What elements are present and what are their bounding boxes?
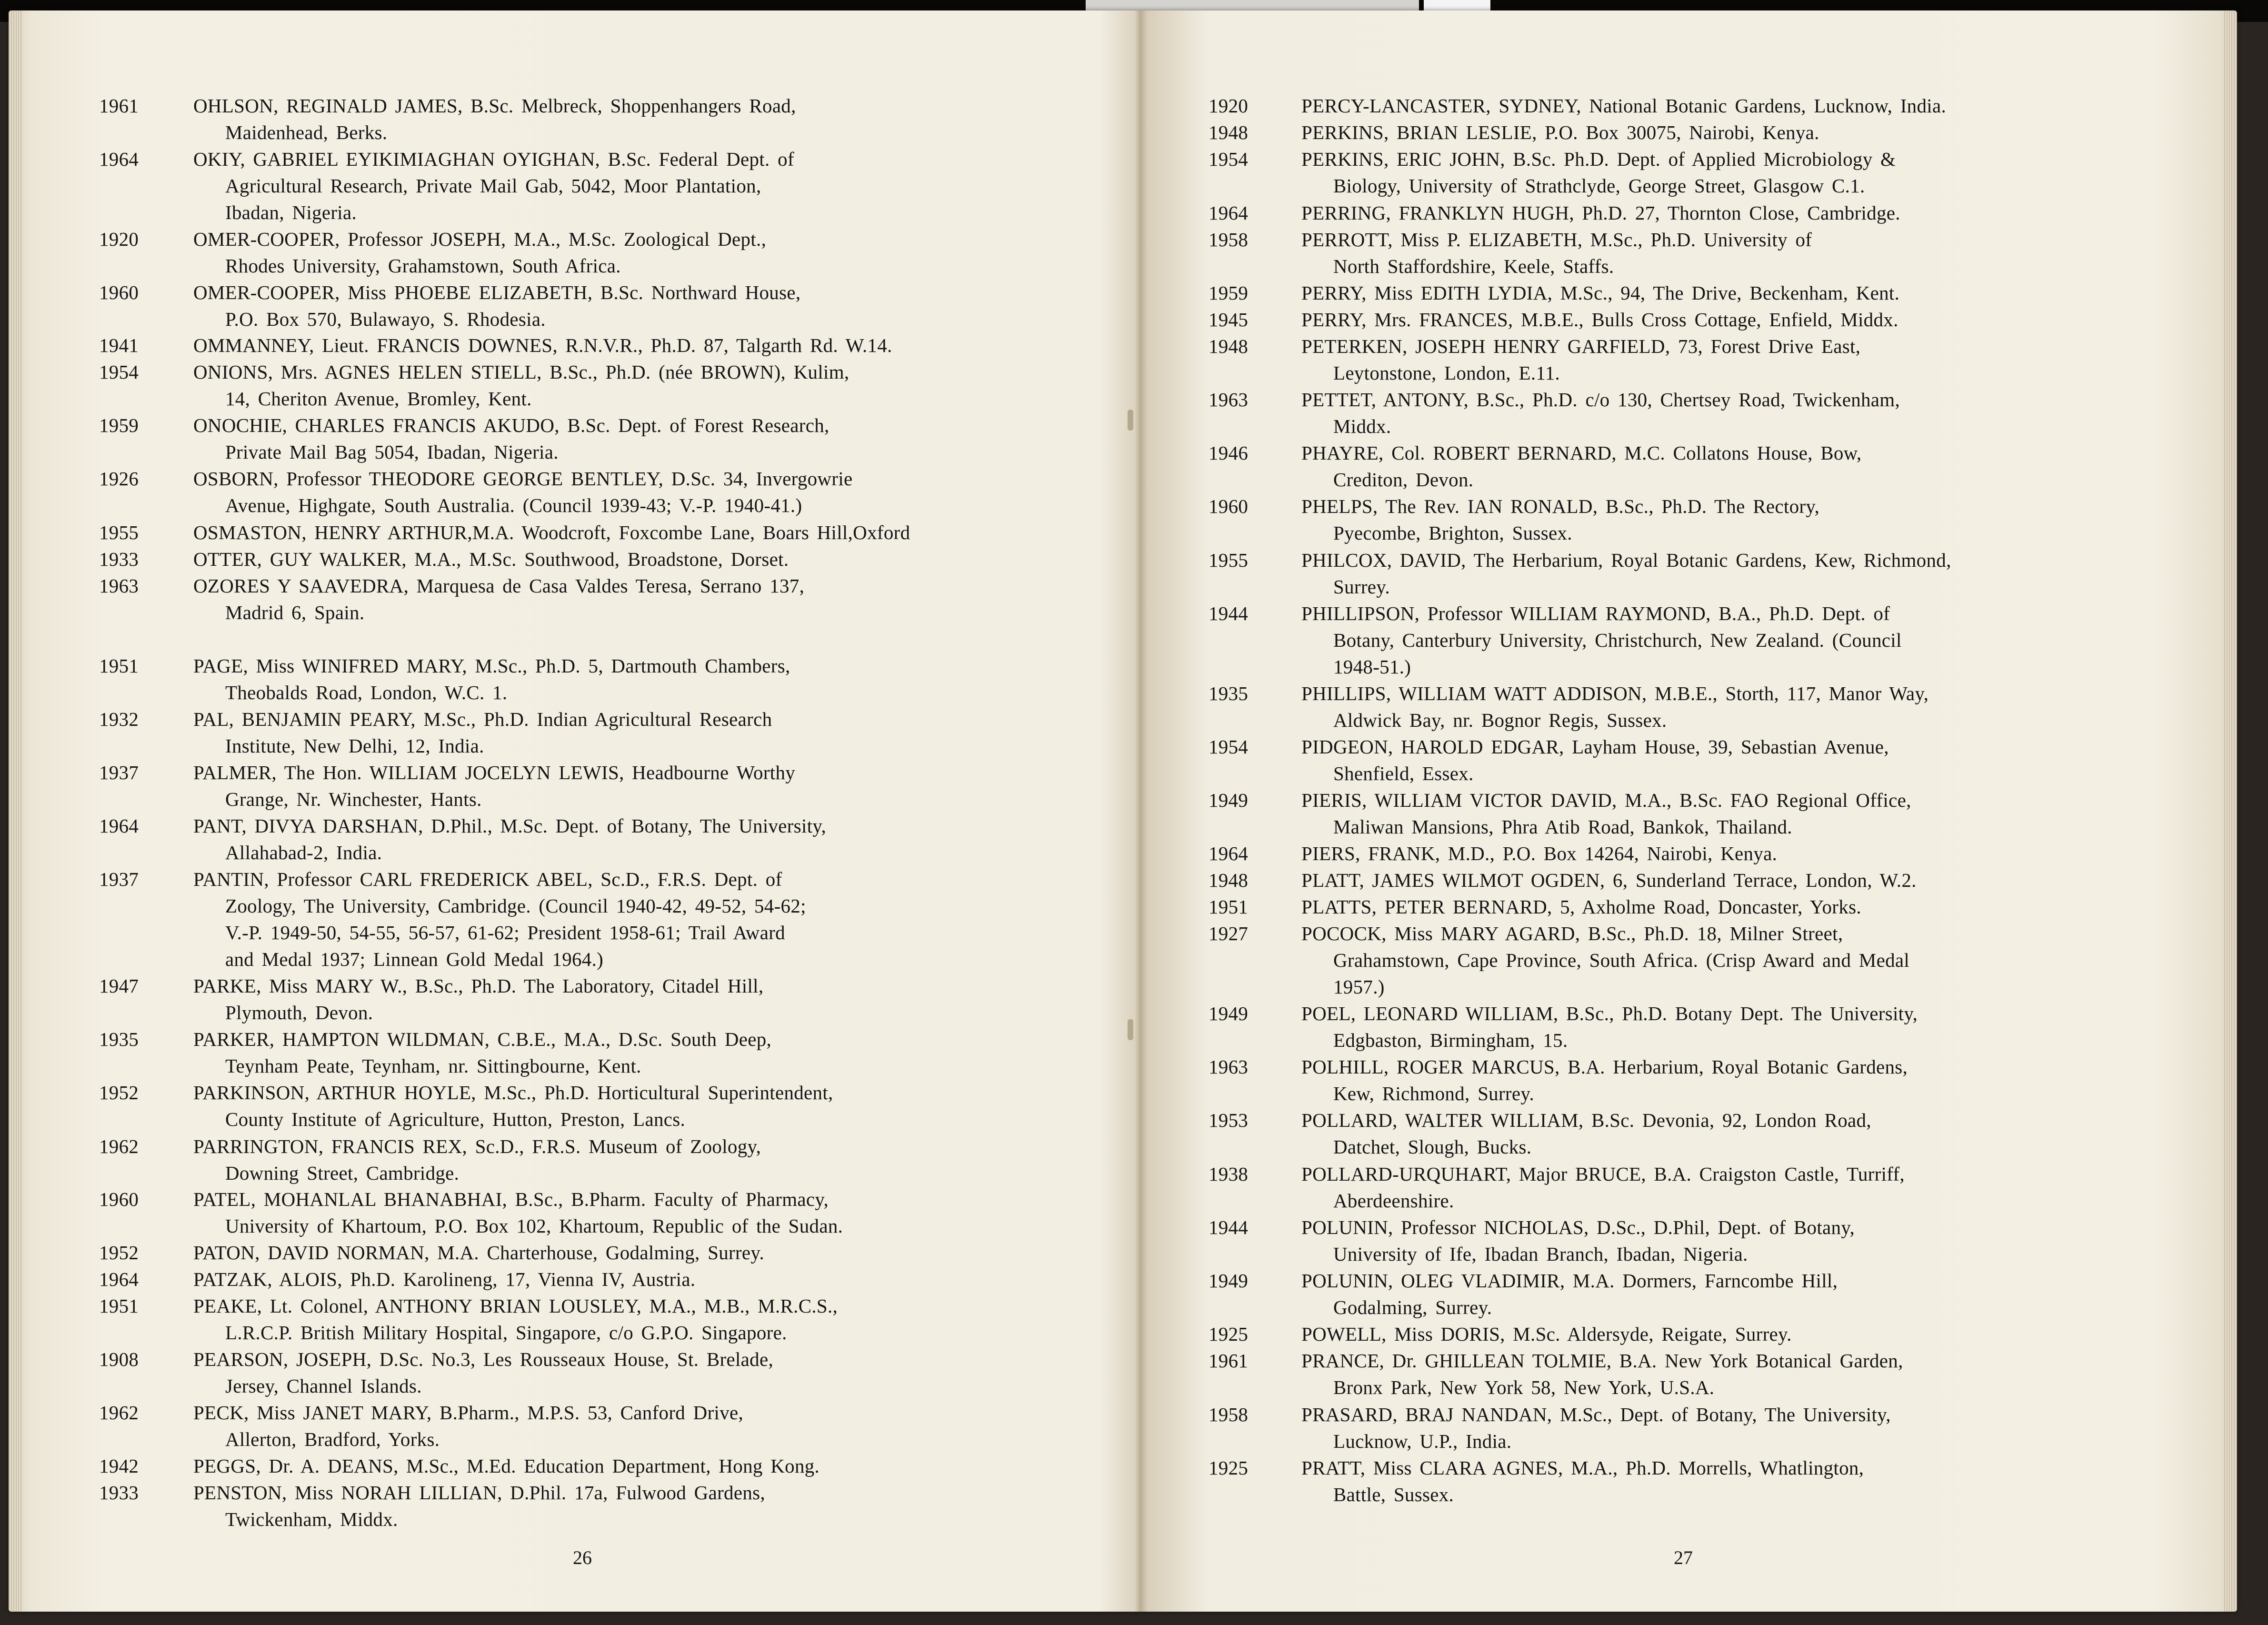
member-address-line: Rhodes University, Grahamstown, South Africa. bbox=[225, 255, 621, 277]
member-address-line: 14, Cheriton Avenue, Bromley, Kent. bbox=[225, 388, 532, 410]
member-name-line: PAGE, Miss WINIFRED MARY, M.Sc., Ph.D. 5, Dartmouth Chambers, bbox=[193, 655, 790, 677]
member-address-line: Surrey. bbox=[1333, 576, 1390, 598]
election-year: 1954 bbox=[1209, 736, 1249, 758]
election-year: 1949 bbox=[1209, 1003, 1249, 1024]
member-name-line: PHELPS, The Rev. IAN RONALD, B.Sc., Ph.D. The Rectory, bbox=[1301, 495, 1820, 517]
election-year: 1949 bbox=[1209, 789, 1249, 811]
member-name-line: PARKER, HAMPTON WILDMAN, C.B.E., M.A., D.Sc. South Deep, bbox=[193, 1028, 772, 1050]
member-address-line: Agricultural Research, Private Mail Gab, 5042, Moor Plantation, bbox=[225, 175, 761, 197]
election-year: 1955 bbox=[99, 522, 139, 543]
member-name-line: PRANCE, Dr. GHILLEAN TOLMIE, B.A. New York Botanical Garden, bbox=[1301, 1350, 1903, 1372]
member-name-line: PIERIS, WILLIAM VICTOR DAVID, M.A., B.Sc. FAO Regional Office, bbox=[1301, 789, 1911, 811]
staple-bottom bbox=[1128, 1019, 1133, 1040]
member-name-line: PEGGS, Dr. A. DEANS, M.Sc., M.Ed. Education Department, Hong Kong. bbox=[193, 1455, 820, 1477]
election-year: 1959 bbox=[1209, 282, 1249, 304]
member-address-line: Pyecombe, Brighton, Sussex. bbox=[1333, 522, 1572, 544]
member-address-line: Theobalds Road, London, W.C. 1. bbox=[225, 682, 508, 703]
election-year: 1951 bbox=[1209, 896, 1249, 918]
member-name-line: PALMER, The Hon. WILLIAM JOCELYN LEWIS, Headbourne Worthy bbox=[193, 762, 796, 783]
election-year: 1948 bbox=[1209, 335, 1249, 357]
election-year: 1960 bbox=[99, 281, 139, 303]
member-name-line: OHLSON, REGINALD JAMES, B.Sc. Melbreck, Shoppenhangers Road, bbox=[193, 95, 796, 117]
member-address-line: University of Ife, Ibadan Branch, Ibadan, Nigeria. bbox=[1333, 1243, 1748, 1265]
member-address-line: Lucknow, U.P., India. bbox=[1333, 1430, 1512, 1452]
member-name-line: PENSTON, Miss NORAH LILLIAN, D.Phil. 17a, Fulwood Gardens, bbox=[193, 1482, 765, 1504]
member-name-line: PATON, DAVID NORMAN, M.A. Charterhouse, Godalming, Surrey. bbox=[193, 1242, 765, 1264]
election-year: 1954 bbox=[99, 361, 139, 383]
member-name-line: PERRING, FRANKLYN HUGH, Ph.D. 27, Thornton Close, Cambridge. bbox=[1301, 202, 1900, 224]
member-name-line: PHILLIPS, WILLIAM WATT ADDISON, M.B.E., Storth, 117, Manor Way, bbox=[1301, 682, 1929, 704]
page-number-right: 27 bbox=[1674, 1547, 1693, 1568]
member-address-line: Shenfield, Essex. bbox=[1333, 762, 1474, 784]
election-year: 1938 bbox=[1209, 1163, 1249, 1185]
member-name-line: PECK, Miss JANET MARY, B.Pharm., M.P.S. 53, Canford Drive, bbox=[193, 1402, 744, 1424]
election-year: 1926 bbox=[99, 468, 139, 490]
election-year: 1951 bbox=[99, 655, 139, 677]
member-address-line: Crediton, Devon. bbox=[1333, 469, 1474, 491]
member-address-line: 1948-51.) bbox=[1333, 656, 1411, 678]
member-address-line: Leytonstone, London, E.11. bbox=[1333, 362, 1560, 384]
scanner-strip bbox=[1086, 0, 1419, 10]
member-address-line: L.R.C.P. British Military Hospital, Singapore, c/o G.P.O. Singapore. bbox=[225, 1322, 787, 1344]
member-address-line: Teynham Peate, Teynham, nr. Sittingbourne, Kent. bbox=[225, 1055, 641, 1077]
member-name-line: POLUNIN, OLEG VLADIMIR, M.A. Dormers, Farncombe Hill, bbox=[1301, 1270, 1838, 1292]
member-address-line: Aberdeenshire. bbox=[1333, 1190, 1454, 1212]
member-address-line: Zoology, The University, Cambridge. (Council 1940-42, 49-52, 54-62; bbox=[225, 895, 806, 917]
election-year: 1941 bbox=[99, 334, 139, 356]
member-name-line: PHILLIPSON, Professor WILLIAM RAYMOND, B.A., Ph.D. Dept. of bbox=[1301, 602, 1890, 624]
member-name-line: POLHILL, ROGER MARCUS, B.A. Herbarium, Royal Botanic Gardens, bbox=[1301, 1056, 1908, 1078]
member-name-line: PATZAK, ALOIS, Ph.D. Karolineng, 17, Vienna IV, Austria. bbox=[193, 1268, 696, 1290]
election-year: 1964 bbox=[99, 148, 139, 170]
election-year: 1958 bbox=[1209, 1404, 1249, 1425]
member-address-line: V.-P. 1949-50, 54-55, 56-57, 61-62; President 1958-61; Trail Award bbox=[225, 922, 785, 943]
member-name-line: PIERS, FRANK, M.D., P.O. Box 14264, Nairobi, Kenya. bbox=[1301, 843, 1778, 864]
election-year: 1964 bbox=[99, 815, 139, 837]
member-address-line: University of Khartoum, P.O. Box 102, Khartoum, Republic of the Sudan. bbox=[225, 1215, 843, 1237]
election-year: 1963 bbox=[1209, 1056, 1249, 1078]
member-address-line: Allahabad-2, India. bbox=[225, 842, 382, 863]
member-name-line: OKIY, GABRIEL EYIKIMIAGHAN OYIGHAN, B.Sc. Federal Dept. of bbox=[193, 148, 794, 170]
election-year: 1948 bbox=[1209, 869, 1249, 891]
member-address-line: County Institute of Agriculture, Hutton, Preston, Lancs. bbox=[225, 1108, 686, 1130]
member-address-line: Botany, Canterbury University, Christchurch, New Zealand. (Council bbox=[1333, 629, 1902, 651]
member-name-line: PARKINSON, ARTHUR HOYLE, M.Sc., Ph.D. Horticultural Superintendent, bbox=[193, 1082, 833, 1103]
election-year: 1960 bbox=[99, 1188, 139, 1210]
election-year: 1925 bbox=[1209, 1457, 1249, 1479]
member-address-line: Grahamstown, Cape Province, South Africa. (Crisp Award and Medal bbox=[1333, 949, 1910, 971]
election-year: 1954 bbox=[1209, 148, 1249, 170]
member-address-line: Allerton, Bradford, Yorks. bbox=[225, 1428, 440, 1450]
election-year: 1947 bbox=[99, 975, 139, 997]
member-name-line: PETERKEN, JOSEPH HENRY GARFIELD, 73, Forest Drive East, bbox=[1301, 335, 1861, 357]
election-year: 1959 bbox=[99, 414, 139, 436]
election-year: 1963 bbox=[99, 575, 139, 597]
member-address-line: Maliwan Mansions, Phra Atib Road, Bankok, Thailand. bbox=[1333, 816, 1792, 838]
member-name-line: POLLARD, WALTER WILLIAM, B.Sc. Devonia, 92, London Road, bbox=[1301, 1109, 1871, 1131]
member-name-line: OTTER, GUY WALKER, M.A., M.Sc. Southwood, Broadstone, Dorset. bbox=[193, 548, 789, 570]
member-name-line: PATEL, MOHANLAL BHANABHAI, B.Sc., B.Pharm. Faculty of Pharmacy, bbox=[193, 1188, 829, 1210]
member-name-line: OSMASTON, HENRY ARTHUR,M.A. Woodcroft, Foxcombe Lane, Boars Hill,Oxford bbox=[193, 522, 910, 543]
member-address-line: Middx. bbox=[1333, 415, 1391, 437]
member-name-line: OMER-COOPER, Miss PHOEBE ELIZABETH, B.Sc. Northward House, bbox=[193, 281, 801, 303]
member-name-line: POCOCK, Miss MARY AGARD, B.Sc., Ph.D. 18, Milner Street, bbox=[1301, 923, 1843, 944]
member-address-line: Aldwick Bay, nr. Bognor Regis, Sussex. bbox=[1333, 709, 1667, 731]
member-address-line: Avenue, Highgate, South Australia. (Council 1939-43; V.-P. 1940-41.) bbox=[225, 494, 802, 516]
member-name-line: OMER-COOPER, Professor JOSEPH, M.A., M.Sc. Zoological Dept., bbox=[193, 228, 767, 250]
member-address-line: Biology, University of Strathclyde, George Street, Glasgow C.1. bbox=[1333, 175, 1865, 197]
member-address-line: Battle, Sussex. bbox=[1333, 1484, 1454, 1505]
member-name-line: PERCY-LANCASTER, SYDNEY, National Botanic Gardens, Lucknow, India. bbox=[1301, 95, 1947, 117]
page-edge-left bbox=[9, 10, 23, 1612]
member-name-line: ONIONS, Mrs. AGNES HELEN STIELL, B.Sc., Ph.D. (née BROWN), Kulim, bbox=[193, 361, 849, 383]
election-year: 1946 bbox=[1209, 442, 1249, 464]
member-name-line: PIDGEON, HAROLD EDGAR, Layham House, 39, Sebastian Avenue, bbox=[1301, 736, 1889, 758]
member-address-line: 1957.) bbox=[1333, 976, 1385, 998]
member-name-line: PLATTS, PETER BERNARD, 5, Axholme Road, Doncaster, Yorks. bbox=[1301, 896, 1861, 918]
member-name-line: POLUNIN, Professor NICHOLAS, D.Sc., D.Phil, Dept. of Botany, bbox=[1301, 1216, 1855, 1238]
election-year: 1933 bbox=[99, 1482, 139, 1504]
page-edge-right bbox=[2223, 10, 2237, 1612]
member-name-line: PANT, DIVYA DARSHAN, D.Phil., M.Sc. Dept. of Botany, The University, bbox=[193, 815, 827, 837]
member-address-line: Jersey, Channel Islands. bbox=[225, 1375, 422, 1397]
election-year: 1964 bbox=[1209, 202, 1249, 224]
member-address-line: Maidenhead, Berks. bbox=[225, 121, 388, 143]
member-name-line: PERKINS, ERIC JOHN, B.Sc. Ph.D. Dept. of Applied Microbiology & bbox=[1301, 148, 1896, 170]
member-address-line: Kew, Richmond, Surrey. bbox=[1333, 1083, 1535, 1104]
member-address-line: P.O. Box 570, Bulawayo, S. Rhodesia. bbox=[225, 308, 546, 330]
member-address-line: Datchet, Slough, Bucks. bbox=[1333, 1136, 1532, 1158]
member-address-line: Twickenham, Middx. bbox=[225, 1508, 398, 1530]
election-year: 1961 bbox=[99, 95, 139, 117]
election-year: 1935 bbox=[99, 1028, 139, 1050]
member-name-line: POWELL, Miss DORIS, M.Sc. Aldersyde, Reigate, Surrey. bbox=[1301, 1323, 1792, 1345]
member-address-line: Godalming, Surrey. bbox=[1333, 1296, 1492, 1318]
election-year: 1944 bbox=[1209, 1216, 1249, 1238]
member-name-line: PLATT, JAMES WILMOT OGDEN, 6, Sunderland Terrace, London, W.2. bbox=[1301, 869, 1917, 891]
member-name-line: PETTET, ANTONY, B.Sc., Ph.D. c/o 130, Chertsey Road, Twickenham, bbox=[1301, 389, 1900, 411]
member-address-line: Plymouth, Devon. bbox=[225, 1002, 373, 1023]
election-year: 1953 bbox=[1209, 1109, 1249, 1131]
election-year: 1937 bbox=[99, 868, 139, 890]
election-year: 1908 bbox=[99, 1348, 139, 1370]
member-name-line: PRASARD, BRAJ NANDAN, M.Sc., Dept. of Botany, The University, bbox=[1301, 1404, 1891, 1425]
member-name-line: PRATT, Miss CLARA AGNES, M.A., Ph.D. Morrells, Whatlington, bbox=[1301, 1457, 1864, 1479]
member-name-line: ONOCHIE, CHARLES FRANCIS AKUDO, B.Sc. Dept. of Forest Research, bbox=[193, 414, 829, 436]
election-year: 1962 bbox=[99, 1402, 139, 1424]
election-year: 1964 bbox=[99, 1268, 139, 1290]
member-name-line: PERRY, Mrs. FRANCES, M.B.E., Bulls Cross Cottage, Enfield, Middx. bbox=[1301, 309, 1898, 331]
member-address-line: and Medal 1937; Linnean Gold Medal 1964.) bbox=[225, 948, 604, 970]
election-year: 1920 bbox=[1209, 95, 1249, 117]
election-year: 1961 bbox=[1209, 1350, 1249, 1372]
member-name-line: POEL, LEONARD WILLIAM, B.Sc., Ph.D. Botany Dept. The University, bbox=[1301, 1003, 1918, 1024]
member-name-line: OSBORN, Professor THEODORE GEORGE BENTLEY, D.Sc. 34, Invergowrie bbox=[193, 468, 853, 490]
election-year: 1932 bbox=[99, 708, 139, 730]
member-name-line: PHAYRE, Col. ROBERT BERNARD, M.C. Collatons House, Bow, bbox=[1301, 442, 1862, 464]
election-year: 1944 bbox=[1209, 602, 1249, 624]
election-year: 1920 bbox=[99, 228, 139, 250]
member-address-line: Downing Street, Cambridge. bbox=[225, 1162, 460, 1184]
election-year: 1925 bbox=[1209, 1323, 1249, 1345]
member-name-line: OMMANNEY, Lieut. FRANCIS DOWNES, R.N.V.R., Ph.D. 87, Talgarth Rd. W.14. bbox=[193, 334, 892, 356]
election-year: 1945 bbox=[1209, 309, 1249, 331]
election-year: 1952 bbox=[99, 1082, 139, 1103]
member-address-line: Private Mail Bag 5054, Ibadan, Nigeria. bbox=[225, 441, 559, 463]
member-name-line: PARKE, Miss MARY W., B.Sc., Ph.D. The Laboratory, Citadel Hill, bbox=[193, 975, 764, 997]
member-address-line: Institute, New Delhi, 12, India. bbox=[225, 735, 484, 757]
election-year: 1927 bbox=[1209, 923, 1249, 944]
member-name-line: POLLARD-URQUHART, Major BRUCE, B.A. Craigston Castle, Turriff, bbox=[1301, 1163, 1905, 1185]
election-year: 1933 bbox=[99, 548, 139, 570]
election-year: 1964 bbox=[1209, 843, 1249, 864]
member-name-line: PEARSON, JOSEPH, D.Sc. No.3, Les Rousseaux House, St. Brelade, bbox=[193, 1348, 774, 1370]
member-name-line: OZORES Y SAAVEDRA, Marquesa de Casa Valdes Teresa, Serrano 137, bbox=[193, 575, 805, 597]
election-year: 1937 bbox=[99, 762, 139, 783]
member-name-line: PERROTT, Miss P. ELIZABETH, M.Sc., Ph.D. University of bbox=[1301, 229, 1812, 251]
member-name-line: PERKINS, BRIAN LESLIE, P.O. Box 30075, Nairobi, Kenya. bbox=[1301, 121, 1819, 143]
election-year: 1960 bbox=[1209, 495, 1249, 517]
member-address-line: North Staffordshire, Keele, Staffs. bbox=[1333, 255, 1614, 277]
member-name-line: PERRY, Miss EDITH LYDIA, M.Sc., 94, The Drive, Beckenham, Kent. bbox=[1301, 282, 1900, 304]
member-address-line: Ibadan, Nigeria. bbox=[225, 201, 357, 223]
page-number-left: 26 bbox=[573, 1547, 592, 1568]
member-address-line: Edgbaston, Birmingham, 15. bbox=[1333, 1029, 1568, 1051]
member-name-line: PAL, BENJAMIN PEARY, M.Sc., Ph.D. Indian Agricultural Research bbox=[193, 708, 772, 730]
election-year: 1951 bbox=[99, 1295, 139, 1317]
member-name-line: PARRINGTON, FRANCIS REX, Sc.D., F.R.S. Museum of Zoology, bbox=[193, 1135, 761, 1157]
election-year: 1952 bbox=[99, 1242, 139, 1264]
member-name-line: PANTIN, Professor CARL FREDERICK ABEL, Sc.D., F.R.S. Dept. of bbox=[193, 868, 782, 890]
member-address-line: Bronx Park, New York 58, New York, U.S.A. bbox=[1333, 1376, 1715, 1398]
member-address-line: Grange, Nr. Winchester, Hants. bbox=[225, 788, 482, 810]
election-year: 1949 bbox=[1209, 1270, 1249, 1292]
election-year: 1955 bbox=[1209, 549, 1249, 571]
election-year: 1942 bbox=[99, 1455, 139, 1477]
member-name-line: PEAKE, Lt. Colonel, ANTHONY BRIAN LOUSLEY, M.A., M.B., M.R.C.S., bbox=[193, 1295, 838, 1317]
election-year: 1948 bbox=[1209, 121, 1249, 143]
staple-top bbox=[1128, 410, 1133, 431]
member-address-line: Madrid 6, Spain. bbox=[225, 602, 365, 623]
election-year: 1962 bbox=[99, 1135, 139, 1157]
election-year: 1963 bbox=[1209, 389, 1249, 411]
member-name-line: PHILCOX, DAVID, The Herbarium, Royal Botanic Gardens, Kew, Richmond, bbox=[1301, 549, 1951, 571]
booklet-spread bbox=[9, 10, 2237, 1612]
election-year: 1958 bbox=[1209, 229, 1249, 251]
election-year: 1935 bbox=[1209, 682, 1249, 704]
